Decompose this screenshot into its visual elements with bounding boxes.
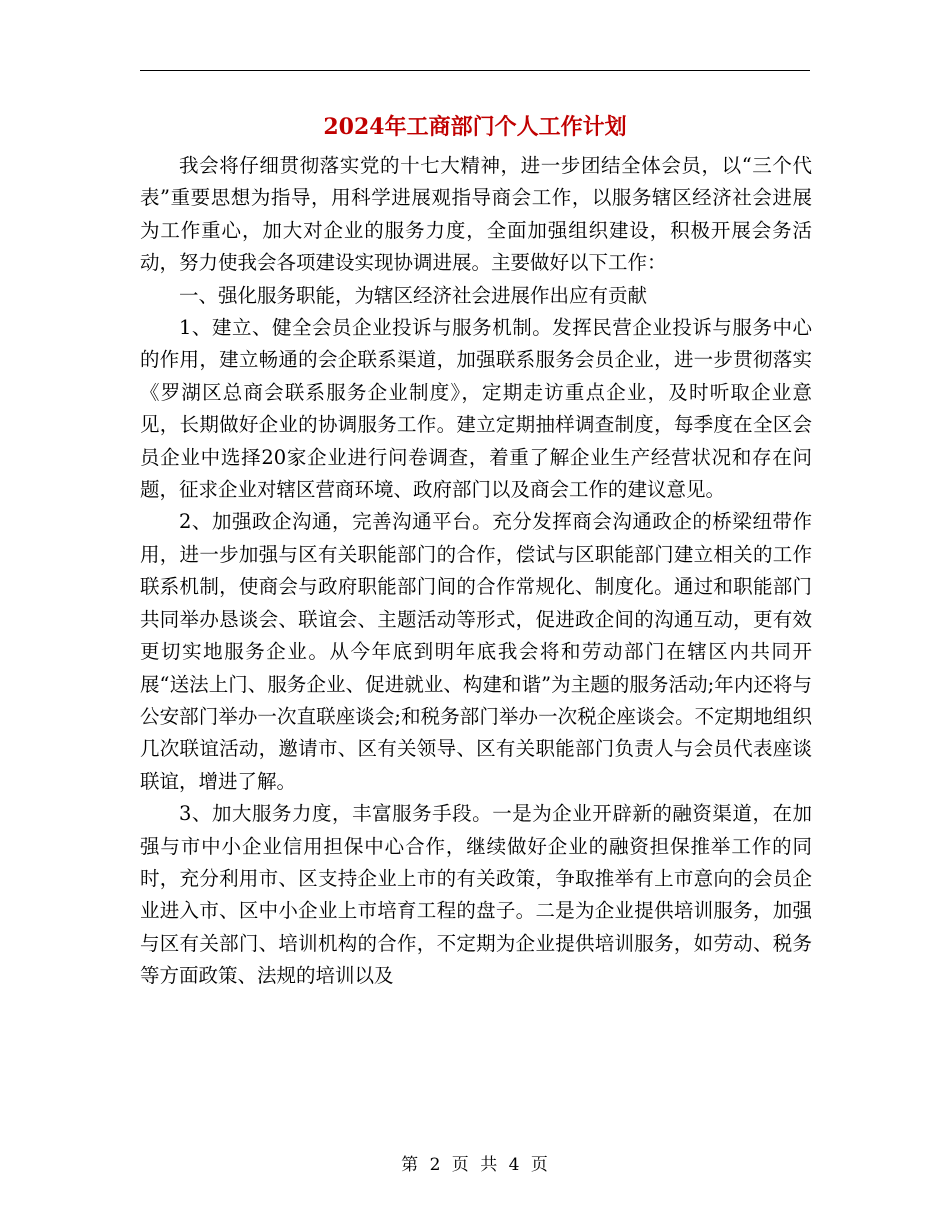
header-rule	[140, 70, 810, 71]
section-heading-1: 一、强化服务职能，为辖区经济社会进展作出应有贡献	[179, 283, 648, 307]
paragraph-intro: 我会将仔细贯彻落实党的十七大精神，进一步团结全体会员，以“三个代表”重要思想为指导，用科学进展观指导商会工作，以服务辖区经济社会进展为工作重心，加大对企业的服务力度，全面加强组织建设，积极开展会务活动，努力使我会各项建设实现协调进展。主要做好以下工作：	[140, 154, 812, 275]
paragraph-item-2: 2、加强政企沟通，完善沟通平台。充分发挥商会沟通政企的桥梁纽带作用，进一步加强与区有关职能部门的合作，偿试与区职能部门建立相关的工作联系机制，使商会与政府职能部门间的合作常规化、制度化。通过和职能部门共同举办恳谈会、联谊会、主题活动等形式，促进政企间的沟通互动，更有效更切实地服务企业。从今年底到明年底我会将和劳动部门在辖区内共同开展“送法上门、服务企业、促进就业、构建和谐”为主题的服务活动;年内还将与公安部门举办一次直联座谈会;和税务部门举办一次税企座谈会。不定期地组织几次联谊活动，邀请市、区有关领导、区有关职能部门负责人与会员代表座谈联谊，增进了解。	[140, 510, 812, 793]
document-body	[140, 150, 812, 993]
paragraph-item-3: 3、加大服务力度，丰富服务手段。一是为企业开辟新的融资渠道，在加强与市中小企业信用担保中心合作，继续做好企业的融资担保推举工作的同时，充分利用市、区支持企业上市的有关政策，争取推举有上市意向的会员企业进入市、区中小企业上市培育工程的盘子。二是为企业提供培训服务，加强与区有关部门、培训机构的合作，不定期为企业提供培训服务，如劳动、税务等方面政策、法规的培训以及	[140, 802, 812, 988]
page-number-footer: 第 2 页 共 4 页	[401, 1155, 549, 1175]
paragraph-item-1: 1、建立、健全会员企业投诉与服务机制。发挥民营企业投诉与服务中心的作用，建立畅通的会企联系渠道，加强联系服务会员企业，进一步贯彻落实《罗湖区总商会联系服务企业制度》，定期走访重点企业，及时听取企业意见，长期做好企业的协调服务工作。建立定期抽样调查制度，每季度在全区会员企业中选择20家企业进行问卷调查，着重了解企业生产经营状况和存在问题，征求企业对辖区营商环境、政府部门以及商会工作的建议意见。	[140, 316, 812, 502]
document-title: 2024年工商部门个人工作计划	[323, 114, 627, 140]
